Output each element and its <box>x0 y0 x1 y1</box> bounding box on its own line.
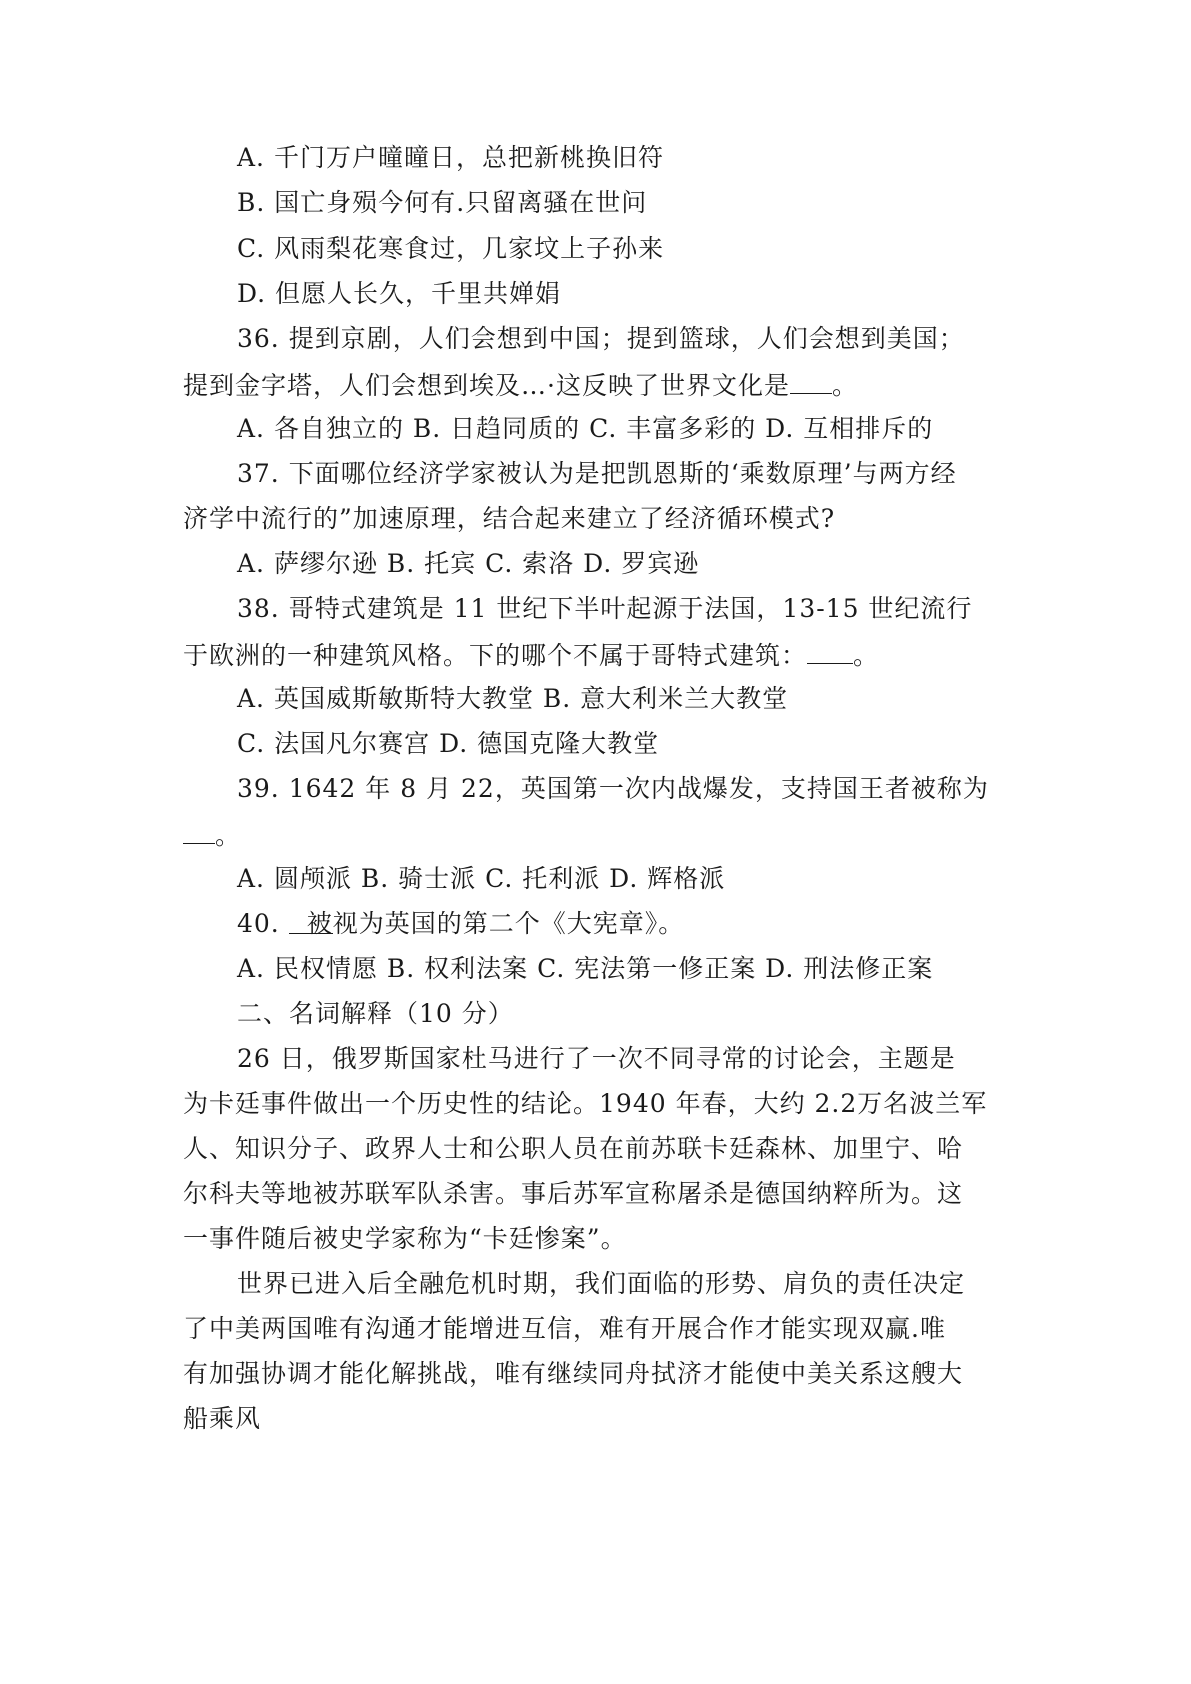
q36-stem-text: 提到金字塔，人们会想到埃及…·这反映了世界文化是 <box>183 371 790 400</box>
q37-options: A. 萨缪尔逊 B. 托宾 C. 索洛 D. 罗宾逊 <box>237 549 700 578</box>
q40-blank-char: 被 <box>306 909 333 938</box>
paragraph-1-line: 人、知识分子、政界人士和公职人员在前苏联卡廷森林、加里宁、哈 <box>183 1134 964 1163</box>
q36-stem-line2 <box>183 369 858 401</box>
q38-stem-text: 于欧洲的一种建筑风格。下的哪个不属于哥特式建筑： <box>183 641 808 670</box>
q36-options: A. 各自独立的 B. 日趋同质的 C. 丰富多彩的 D. 互相排斥的 <box>237 414 934 443</box>
q39-stem-line2 <box>183 819 241 851</box>
q35-option-b: B. 国亡身殒今何有.只留离骚在世问 <box>237 188 648 217</box>
q36-stem-line1: 36. 提到京剧，人们会想到中国；提到篮球，人们会想到美国； <box>237 324 965 353</box>
q36-stem-end: 。 <box>831 371 858 400</box>
q38-stem-end: 。 <box>853 641 880 670</box>
paragraph-2-line: 有加强协调才能化解挑战，唯有继续同舟拭济才能使中美关系这艘大 <box>183 1359 964 1388</box>
q38-options-line1: A. 英国威斯敏斯特大教堂 B. 意大利米兰大教堂 <box>237 684 789 713</box>
q38-options-line2: C. 法国凡尔赛宫 D. 德国克隆大教堂 <box>237 729 660 758</box>
q40-stem <box>237 909 684 939</box>
q35-option-d: D. 但愿人长久，千里共婵娟 <box>237 279 562 308</box>
answer-blank <box>289 909 333 938</box>
section-heading: 二、名词解释（10 分） <box>237 999 514 1028</box>
q39-options: A. 圆颅派 B. 骑士派 C. 托利派 D. 辉格派 <box>237 864 726 893</box>
q35-option-c: C. 风雨梨花寒食过，几家坟上子孙来 <box>237 234 665 263</box>
paragraph-1-line: 尔科夫等地被苏联军队杀害。事后苏军宣称屠杀是德国纳粹所为。这 <box>183 1179 964 1208</box>
paragraph-2-line: 了中美两国唯有沟通才能增进互信，难有开展合作才能实现双赢.唯 <box>183 1314 946 1343</box>
paragraph-1-line: 一事件随后被史学家称为“卡廷惨案”。 <box>183 1224 627 1253</box>
q38-stem-line2 <box>183 639 879 671</box>
paragraph-1-line: 26 日，俄罗斯国家杜马进行了一次不同寻常的讨论会，主题是 <box>237 1044 956 1073</box>
q39-stem-line1: 39. 1642 年 8 月 22，英国第一次内战爆发，支持国王者被称为 <box>237 774 989 803</box>
paragraph-1-line: 为卡廷事件做出一个历史性的结论。1940 年春，大约 2.2万名波兰军 <box>183 1089 988 1118</box>
answer-blank <box>183 819 215 844</box>
paragraph-2-line: 世界已进入后全融危机时期，我们面临的形势、肩负的责任决定 <box>237 1269 966 1298</box>
q39-stem-end: 。 <box>215 821 242 850</box>
q40-number: 40. <box>237 909 289 938</box>
answer-blank <box>790 369 832 394</box>
answer-blank <box>807 639 853 664</box>
q40-stem-text: 视为英国的第二个《大宪章》。 <box>332 909 685 938</box>
q40-options: A. 民权情愿 B. 权利法案 C. 宪法第一修正案 D. 刑法修正案 <box>237 954 934 983</box>
q38-stem-line1: 38. 哥特式建筑是 11 世纪下半叶起源于法国，13-15 世纪流行 <box>237 594 973 623</box>
q37-stem-line2: 济学中流行的”加速原理，结合起来建立了经济循环模式? <box>183 504 836 533</box>
q35-option-a: A. 千门万户曈曈日，总把新桃换旧符 <box>237 143 664 172</box>
q37-stem-line1: 37. 下面哪位经济学家被认为是把凯恩斯的‘乘数原理’与两方经 <box>237 459 957 488</box>
paragraph-2-line: 船乘风 <box>183 1404 262 1433</box>
